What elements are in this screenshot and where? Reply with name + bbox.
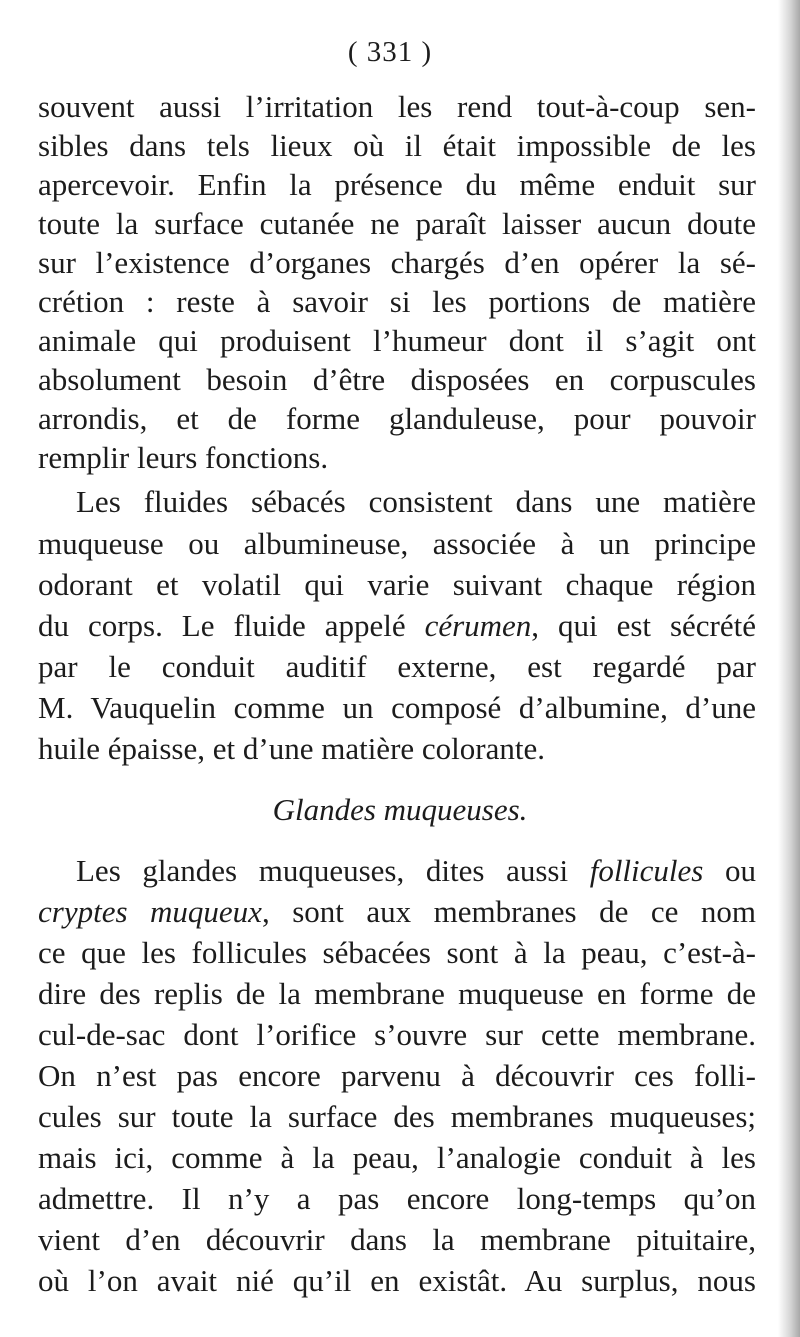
text-line: M. Vauquelin comme un composé d’albumine, d’une	[38, 690, 756, 725]
text-line: remplir leurs fonctions.	[38, 440, 329, 475]
text-line: sibles dans tels lieux où il était impossible de les	[38, 128, 756, 163]
text-line: par le conduit auditif externe, est regardé par	[38, 649, 756, 684]
section-heading: Glandes muqueuses.	[272, 792, 528, 827]
text-line: où l’on avait nié qu’il en existât. Au surplus, nous	[38, 1263, 756, 1298]
text-line: On n’est pas encore parvenu à découvrir ces folli-	[38, 1058, 756, 1093]
text-line: vient d’en découvrir dans la membrane pituitaire,	[38, 1222, 756, 1257]
text-line: sur l’existence d’organes chargés d’en opérer la sé-	[38, 245, 756, 280]
page-number: ( 331 )	[347, 36, 433, 68]
text-line: Les fluides sébacés consistent dans une matière	[76, 484, 756, 519]
text-line: Les glandes muqueuses, dites aussi follicules ou	[76, 853, 756, 888]
page-edge-shadow	[778, 0, 800, 1337]
text-line: cules sur toute la surface des membranes muqueuses;	[38, 1099, 756, 1134]
text-line: apercevoir. Enfin la présence du même enduit sur	[38, 167, 756, 202]
text-line: du corps. Le fluide appelé cérumen, qui est sécrété	[38, 608, 756, 643]
text-line: absolument besoin d’être disposées en corpuscules	[38, 362, 756, 397]
text-line: souvent aussi l’irritation les rend tout-à-coup sen-	[38, 89, 756, 124]
text-line: animale qui produisent l’humeur dont il s’agit ont	[38, 323, 756, 358]
text-line: muqueuse ou albumineuse, associée à un principe	[38, 526, 756, 561]
text-line: ce que les follicules sébacées sont à la peau, c’est-à-	[38, 935, 756, 970]
text-line: odorant et volatil qui varie suivant chaque région	[38, 567, 756, 602]
text-line: crétion : reste à savoir si les portions de matière	[38, 284, 756, 319]
text-line: dire des replis de la membrane muqueuse en forme de	[38, 976, 756, 1011]
text-line: huile épaisse, et d’une matière colorante.	[38, 731, 545, 766]
text-line: mais ici, comme à la peau, l’analogie conduit à les	[38, 1140, 756, 1175]
text-line: admettre. Il n’y a pas encore long-temps qu’on	[38, 1181, 756, 1216]
text-line: toute la surface cutanée ne paraît laisser aucun doute	[38, 206, 756, 241]
text-line: cul-de-sac dont l’orifice s’ouvre sur cette membrane.	[38, 1017, 756, 1052]
text-line: arrondis, et de forme glanduleuse, pour pouvoir	[38, 401, 756, 436]
text-line: cryptes muqueux, sont aux membranes de ce nom	[38, 894, 756, 929]
